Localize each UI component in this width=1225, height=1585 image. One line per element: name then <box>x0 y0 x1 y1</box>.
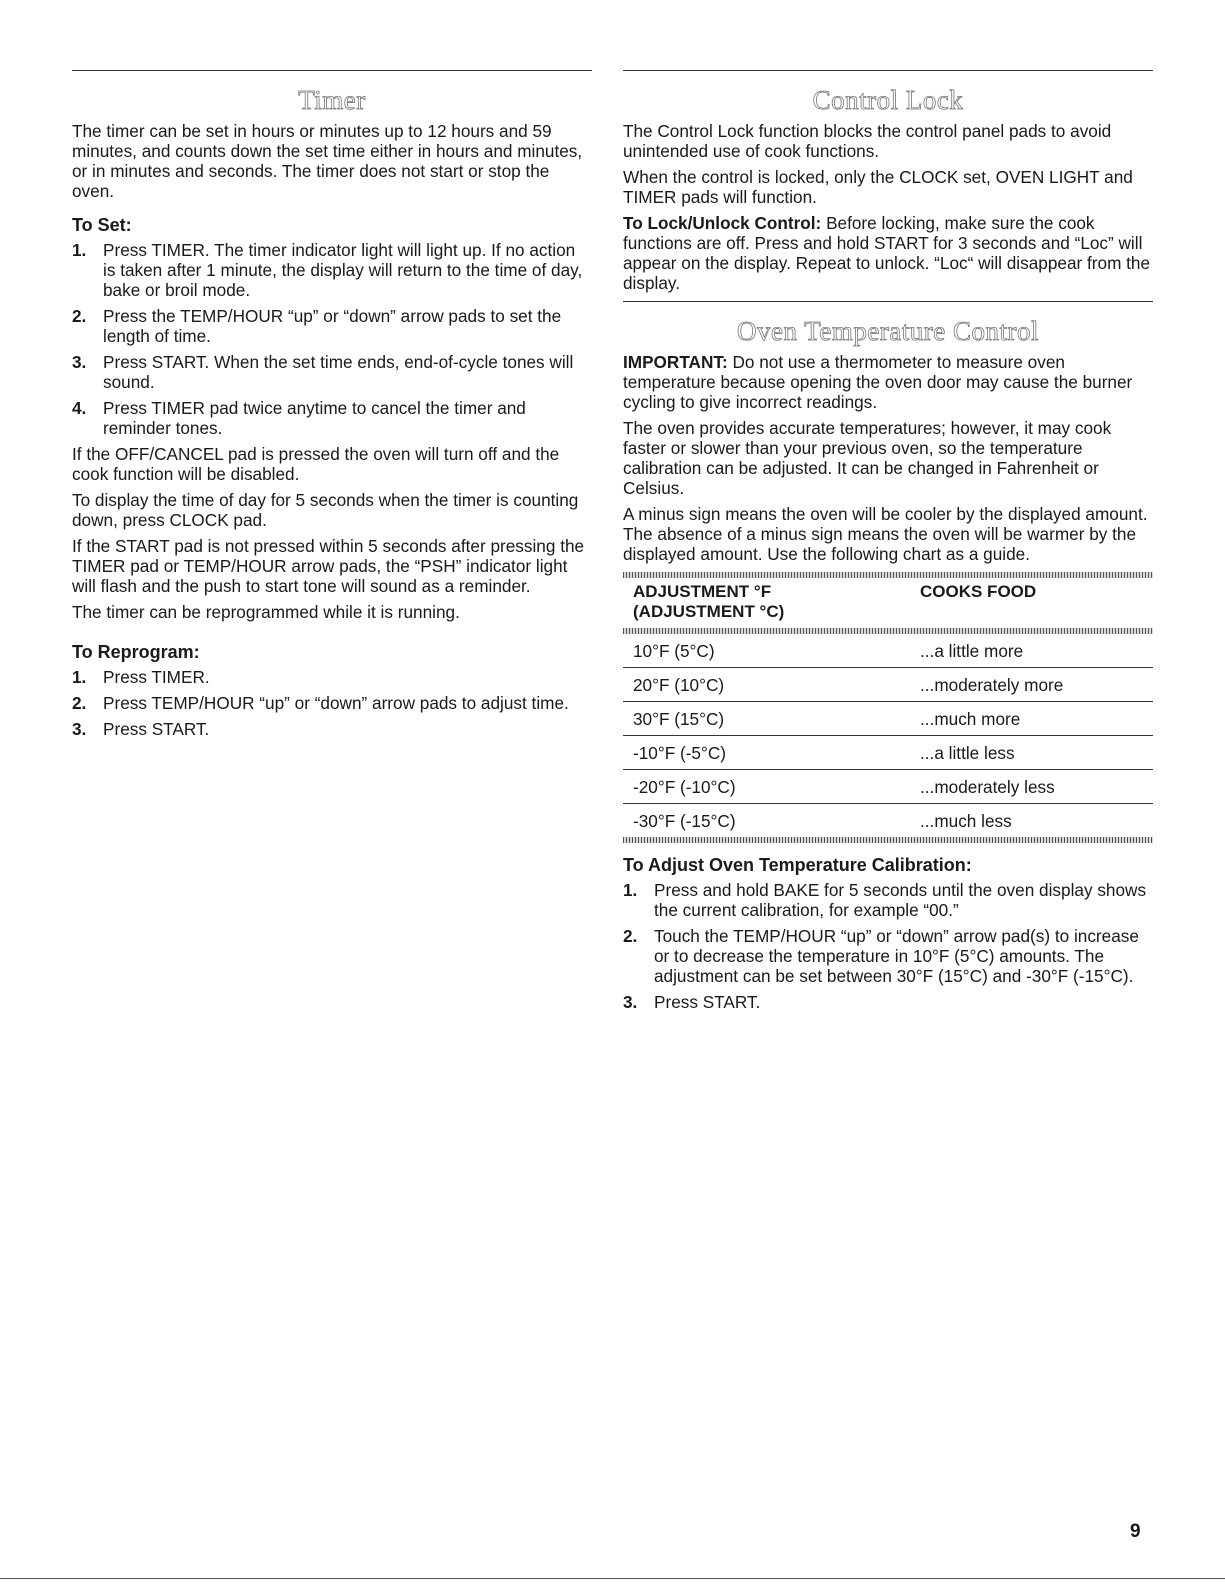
list-item <box>72 667 592 687</box>
step-text: Touch the TEMP/HOUR “up” or “down” arrow pad(s) to increase or to decrease the temperature in 10°F (5°C) amounts. The adjustment can be set between 30°F (15°C) and -30°F (-15°C). <box>654 926 1139 986</box>
header-adjustment-c: (ADJUSTMENT °C) <box>633 602 785 621</box>
table-bottom-border <box>623 837 1153 843</box>
adjustment-cell: 10°F (5°C) <box>633 641 715 661</box>
step-text: Press START. <box>654 992 761 1012</box>
to-set-steps <box>72 240 592 438</box>
page-bottom-rule <box>0 1578 1225 1579</box>
step-number: 1. <box>72 667 87 687</box>
step-number: 2. <box>72 693 87 713</box>
list-item <box>72 352 592 392</box>
paragraph: To display the time of day for 5 seconds when the timer is counting down, press CLOCK pad. <box>72 490 579 530</box>
paragraph: When the control is locked, only the CLOCK set, OVEN LIGHT and TIMER pads will function. <box>623 167 1133 207</box>
to-set-heading: To Set: <box>72 215 132 235</box>
table-row <box>623 702 1153 736</box>
step-text: Press and hold BAKE for 5 seconds until the oven display shows the current calibration, for example “00.” <box>654 880 1147 920</box>
list-item <box>72 719 592 739</box>
table-row <box>623 804 1153 837</box>
adjust-calibration-heading: To Adjust Oven Temperature Calibration: <box>623 855 972 875</box>
step-text: Press START. <box>103 719 210 739</box>
lock-text: Before locking, make sure the cook functions are off. Press and hold START for 3 seconds and “Loc” will appear on the display. Repeat to unlock. “Loc“ will disappear from the display. <box>623 213 1151 293</box>
step-number: 1. <box>623 880 638 900</box>
list-item <box>623 880 1153 920</box>
step-text: Press TEMP/HOUR “up” or “down” arrow pads to adjust time. <box>103 693 569 713</box>
paragraph: The oven provides accurate temperatures; however, it may cook faster or slower than your previous oven, so the temperature calibration can be adjusted. It can be changed in Fahrenheit or Celsius. <box>623 418 1112 498</box>
result-cell: ...a little more <box>920 641 1024 661</box>
step-number: 4. <box>72 398 87 418</box>
header-adjustment <box>623 582 920 622</box>
header-adjustment-f: ADJUSTMENT °F <box>633 582 772 601</box>
adjustment-cell: 30°F (15°C) <box>633 709 725 729</box>
calibration-table <box>623 572 1153 843</box>
paragraph: A minus sign means the oven will be cooler by the displayed amount. The absence of a minus sign means the oven will be warmer by the displayed amount. Use the following chart as a guide. <box>623 504 1148 564</box>
list-item <box>72 240 592 300</box>
step-number: 3. <box>623 992 638 1012</box>
control-lock-heading: Control Lock <box>812 85 964 115</box>
step-text: Press START. When the set time ends, end-of-cycle tones will sound. <box>103 352 574 392</box>
page-number: 9 <box>1130 1521 1141 1542</box>
step-number: 3. <box>72 719 87 739</box>
adjustment-cell: -20°F (-10°C) <box>633 777 736 797</box>
list-item <box>72 306 592 346</box>
paragraph: The Control Lock function blocks the control panel pads to avoid unintended use of cook functions. <box>623 121 1112 161</box>
important-label: IMPORTANT: <box>623 352 728 372</box>
table-row <box>623 736 1153 770</box>
section-divider <box>623 301 1153 302</box>
adjust-steps <box>623 880 1153 1012</box>
step-text: Press TIMER. <box>103 667 210 687</box>
adjustment-cell: 20°F (10°C) <box>633 675 725 695</box>
lock-label: To Lock/Unlock Control: <box>623 213 822 233</box>
timer-heading: Timer <box>298 85 366 115</box>
lock-instructions <box>623 213 1153 293</box>
section-divider <box>72 70 592 71</box>
step-text: Press TIMER pad twice anytime to cancel the timer and reminder tones. <box>103 398 526 438</box>
result-cell: ...moderately less <box>920 777 1055 797</box>
list-item <box>623 992 1153 1012</box>
result-cell: ...much less <box>920 811 1012 831</box>
reprogram-heading: To Reprogram: <box>72 642 200 662</box>
important-note <box>623 352 1153 412</box>
table-row <box>623 668 1153 702</box>
list-item <box>623 926 1153 986</box>
adjustment-cell: -10°F (-5°C) <box>633 743 727 763</box>
paragraph: If the OFF/CANCEL pad is pressed the oven will turn off and the cook function will be disabled. <box>72 444 560 484</box>
step-text: Press the TEMP/HOUR “up” or “down” arrow pads to set the length of time. <box>103 306 562 346</box>
table-row <box>623 770 1153 804</box>
section-divider <box>623 70 1153 71</box>
adjustment-cell: -30°F (-15°C) <box>633 811 736 831</box>
step-number: 1. <box>72 240 87 260</box>
oven-temp-heading: Oven Temperature Control <box>736 316 1040 346</box>
step-number: 3. <box>72 352 87 372</box>
table-header <box>623 578 1153 628</box>
timer-intro: The timer can be set in hours or minutes up to 12 hours and 59 minutes, and counts down the set time either in hours and minutes, or in minutes and seconds. The timer does not start or stop the oven. <box>72 121 583 201</box>
result-cell: ...much more <box>920 709 1021 729</box>
step-number: 2. <box>623 926 638 946</box>
result-cell: ...moderately more <box>920 675 1064 695</box>
paragraph: If the START pad is not pressed within 5 seconds after pressing the TIMER pad or TEMP/HOUR arrow pads, the “PSH” indicator light will flash and the push to start tone will sound as a reminder. <box>72 536 585 596</box>
reprogram-steps <box>72 667 592 739</box>
right-column <box>623 70 1153 1018</box>
list-item <box>72 398 592 438</box>
table-row <box>623 634 1153 668</box>
step-number: 2. <box>72 306 87 326</box>
left-column <box>72 70 592 745</box>
result-cell: ...a little less <box>920 743 1015 763</box>
step-text: Press TIMER. The timer indicator light will light up. If no action is taken after 1 minute, the display will return to the time of day, bake or broil mode. <box>103 240 583 300</box>
list-item <box>72 693 592 713</box>
header-cooks-food: COOKS FOOD <box>920 582 1037 601</box>
paragraph: The timer can be reprogrammed while it is running. <box>72 602 460 622</box>
important-text: Do not use a thermometer to measure oven temperature because opening the oven door may cause the burner cycling to give incorrect readings. <box>623 352 1133 412</box>
